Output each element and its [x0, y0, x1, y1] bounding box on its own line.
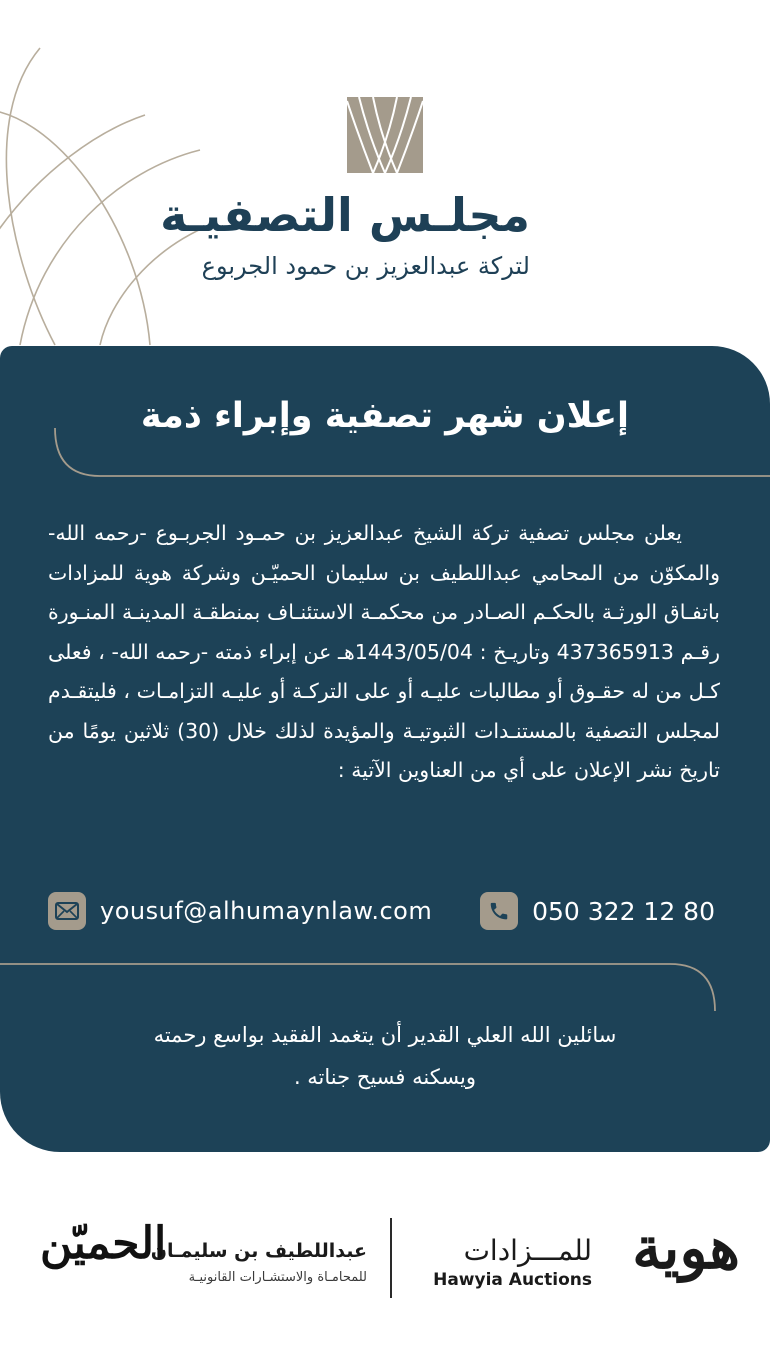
closing-prayer [0, 1014, 770, 1098]
announcement-title: إعلان شهر تصفية وإبراء ذمة [140, 396, 630, 436]
announcement-body: يعلن مجلس تصفية تركة الشيخ عبدالعزيز بن حمـود الجربـوع -رحمه الله- والمكوّن من المحامي عبداللطيف بن سليمان الحميّـن وشركة هوية للمزادات باتفـاق الورثـة بالحكـم الصـادر من محكمـة الاستئنـاف بمنطقـة المدينـة المنـورة رقـم 437365913 وتاريـخ : 1443/05/04هـ عن إبراء ذمته -رحمه الله- ، فعلى كـل من له حقـوق أو مطالبات عليـه أو على التركـة أو عليـه التزامـات ، فليتقـدم لمجلس التصفية بالمستنـدات الثبوتيـة والمؤيدة لذلك خلال (30) ثلاثين يومًا من تاريخ نشر الإعلان على أي من العناوين الآتية : [48, 521, 721, 782]
prayer-line-2: ويسكنه فسيح جناته . [293, 1065, 477, 1089]
law-firm-description: للمحامـاة والاستشـارات القانونيـة [188, 1270, 367, 1285]
council-title: مجلـس التصفيـة [160, 188, 530, 242]
hawyia-auctions-english: Hawyia Auctions [433, 1270, 592, 1290]
law-firm-name: عبداللطيف بن سليمـان [150, 1240, 367, 1262]
council-subtitle: لتركة عبدالعزيز بن حمود الجربوع [201, 252, 530, 280]
decorative-arc-lines [0, 0, 250, 360]
announcement-panel [0, 346, 770, 1152]
email-address[interactable]: yousuf@alhumaynlaw.com [100, 897, 433, 925]
phone-icon [480, 892, 518, 930]
hawyia-auctions-arabic: للمـــزادات [463, 1234, 592, 1267]
hawyia-logo-mark: هوية [632, 1214, 740, 1282]
contact-email[interactable] [48, 891, 432, 931]
contact-phone[interactable] [480, 891, 715, 931]
law-firm-logo-mark: الحميّن [40, 1218, 167, 1269]
phone-number[interactable]: 050 322 12 80 [532, 896, 715, 926]
law-firm-logo [40, 1212, 375, 1312]
council-logo-icon [347, 97, 423, 173]
sponsor-divider [390, 1218, 392, 1298]
prayer-line-1: سائلين الله العلي القدير أن يتغمد الفقيد بواسع رحمته [153, 1023, 617, 1047]
hawyia-logo [433, 1212, 740, 1312]
envelope-icon [48, 892, 86, 930]
